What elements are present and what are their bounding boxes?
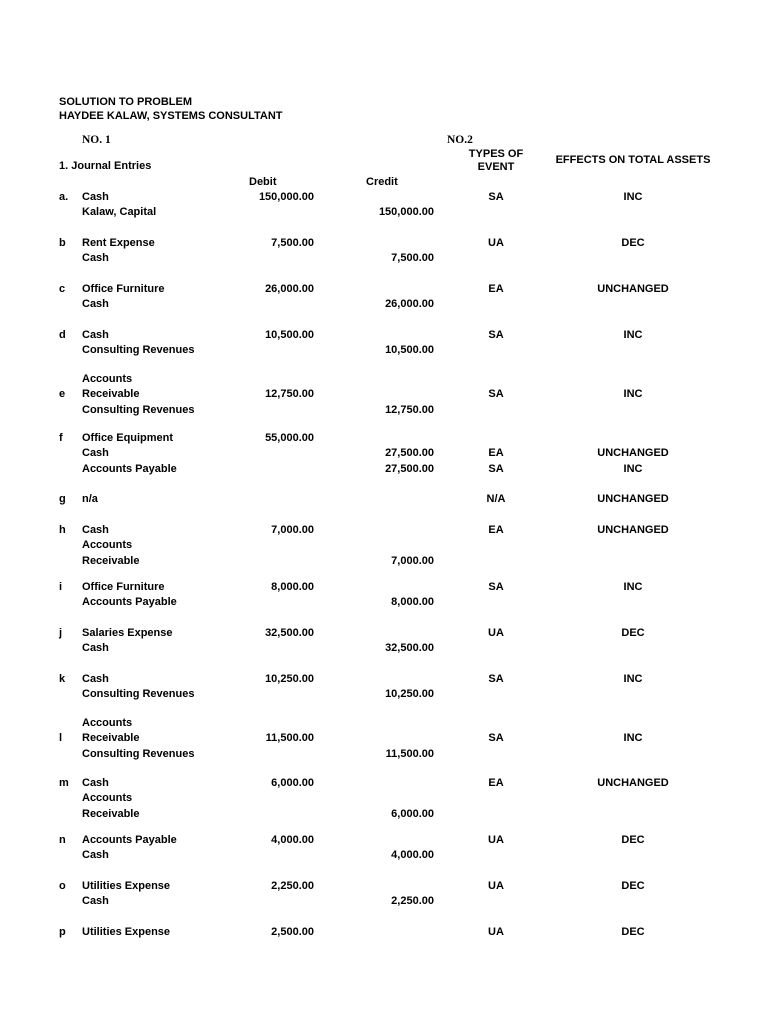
event-type: UA — [488, 880, 504, 892]
event-type: EA — [488, 524, 504, 536]
account-name: Cash — [82, 447, 109, 460]
debit-amount: 26,000.00 — [265, 283, 314, 295]
credit-amount: 27,500.00 — [385, 447, 434, 460]
entry-letter: f — [59, 432, 63, 444]
account-name: Salaries Expense — [82, 627, 173, 639]
credit-amount: 7,000.00 — [391, 554, 434, 567]
asset-effect: DEC — [621, 880, 645, 892]
credit-amount: 2,250.00 — [391, 895, 434, 908]
account-name: Kalaw, Capital — [82, 206, 157, 219]
event-type: SA — [488, 462, 504, 475]
credit-amount: 150,000.00 — [378, 206, 434, 219]
debit-amount: 55,000.00 — [265, 432, 314, 444]
account-name: Consulting Revenues — [82, 403, 195, 416]
account-name: Consulting Revenues — [82, 747, 195, 760]
section-no1: NO. 1 — [82, 134, 111, 146]
debit-amount: 7,000.00 — [271, 524, 314, 536]
asset-effect: DEC — [621, 627, 645, 639]
entry-letter: l — [59, 732, 63, 745]
entry-letter: e — [59, 388, 66, 401]
account-name: Receivable — [82, 388, 140, 401]
account-name: Cash — [82, 252, 109, 265]
asset-effect: INC — [623, 329, 643, 341]
doc-title: SOLUTION TO PROBLEM — [59, 96, 193, 108]
entry-letter: h — [59, 524, 66, 536]
account-name: Utilities Expense — [82, 880, 171, 892]
entry-letter: g — [59, 493, 66, 505]
asset-effect: DEC — [621, 237, 645, 249]
credit-amount: 26,000.00 — [385, 298, 434, 311]
account-name: Cash — [82, 673, 109, 685]
account-name: Cash — [82, 849, 109, 862]
entry-letter: d — [59, 329, 66, 341]
event-type: SA — [488, 581, 504, 593]
account-name: Accounts Payable — [82, 462, 177, 475]
asset-effect: INC — [623, 191, 643, 203]
account-name: Consulting Revenues — [82, 688, 195, 701]
asset-effect: DEC — [621, 926, 645, 938]
asset-effect: UNCHANGED — [597, 493, 669, 505]
account-name: Accounts Payable — [82, 596, 177, 609]
account-name: Cash — [82, 524, 109, 536]
debit-amount: 32,500.00 — [265, 627, 314, 639]
section-no2: NO.2 — [447, 134, 473, 146]
account-name: Cash — [82, 642, 109, 655]
account-name: n/a — [82, 493, 98, 505]
account-name: Rent Expense — [82, 237, 155, 249]
types-header-1: TYPES OF — [468, 148, 524, 160]
event-type: EA — [488, 447, 504, 460]
debit-amount: 8,000.00 — [271, 581, 314, 593]
entry-letter: p — [59, 926, 66, 938]
event-type: EA — [488, 283, 504, 295]
account-name: Cash — [82, 329, 109, 341]
asset-effect: INC — [623, 388, 643, 401]
entry-letter: a. — [59, 191, 69, 203]
asset-effect: UNCHANGED — [597, 524, 669, 536]
entry-letter: n — [59, 834, 66, 846]
credit-amount: 7,500.00 — [391, 252, 434, 265]
account-name: Cash — [82, 191, 109, 203]
account-name: Receivable — [82, 732, 140, 745]
entry-letter: j — [59, 627, 63, 639]
credit-header: Credit — [366, 176, 398, 188]
credit-amount: 4,000.00 — [391, 849, 434, 862]
entry-letter: m — [59, 777, 69, 789]
event-type: N/A — [486, 493, 506, 505]
event-type: SA — [488, 388, 504, 401]
credit-amount: 11,500.00 — [385, 747, 434, 760]
debit-amount: 11,500.00 — [265, 732, 314, 745]
asset-effect: UNCHANGED — [597, 777, 669, 789]
types-header-2: EVENT — [477, 161, 515, 173]
account-name: Accounts Payable — [82, 834, 177, 846]
debit-amount: 12,750.00 — [265, 388, 314, 401]
account-name: Accounts — [82, 373, 133, 385]
event-type: UA — [488, 926, 504, 938]
asset-effect: INC — [623, 462, 643, 475]
event-type: UA — [488, 834, 504, 846]
account-name: Accounts — [82, 792, 133, 805]
debit-amount: 6,000.00 — [271, 777, 314, 789]
account-name: Cash — [82, 777, 109, 789]
entry-letter: k — [59, 673, 66, 685]
debit-amount: 10,250.00 — [265, 673, 314, 685]
debit-header: Debit — [249, 176, 277, 188]
account-name: Office Equipment — [82, 432, 174, 444]
debit-amount: 150,000.00 — [258, 191, 314, 203]
event-type: SA — [488, 673, 504, 685]
entry-letter: c — [59, 283, 66, 295]
account-name: Receivable — [82, 807, 140, 820]
entry-letter: o — [59, 880, 66, 892]
credit-amount: 6,000.00 — [391, 807, 434, 820]
asset-effect: UNCHANGED — [597, 283, 669, 295]
credit-amount: 8,000.00 — [391, 596, 434, 609]
account-name: Receivable — [82, 554, 140, 567]
account-name: Consulting Revenues — [82, 344, 195, 357]
account-name: Cash — [82, 895, 109, 908]
effects-header: EFFECTS ON TOTAL ASSETS — [555, 154, 711, 166]
event-type: SA — [488, 732, 504, 745]
debit-amount: 10,500.00 — [265, 329, 314, 341]
credit-amount: 10,250.00 — [385, 688, 434, 701]
account-name: Office Furniture — [82, 283, 165, 295]
event-type: UA — [488, 237, 504, 249]
account-name: Utilities Expense — [82, 926, 171, 938]
asset-effect: DEC — [621, 834, 645, 846]
credit-amount: 27,500.00 — [385, 462, 434, 475]
asset-effect: INC — [623, 673, 643, 685]
doc-subtitle: HAYDEE KALAW, SYSTEMS CONSULTANT — [59, 110, 283, 122]
event-type: UA — [488, 627, 504, 639]
asset-effect: INC — [623, 581, 643, 593]
entry-letter: i — [59, 581, 63, 593]
account-name: Office Furniture — [82, 581, 165, 593]
journal-entries-label: 1. Journal Entries — [59, 160, 152, 172]
debit-amount: 2,250.00 — [271, 880, 314, 892]
credit-amount: 32,500.00 — [385, 642, 434, 655]
event-type: SA — [488, 191, 504, 203]
credit-amount: 12,750.00 — [385, 403, 434, 416]
entry-letter: b — [59, 237, 66, 249]
debit-amount: 7,500.00 — [271, 237, 314, 249]
asset-effect: UNCHANGED — [597, 447, 669, 460]
debit-amount: 4,000.00 — [271, 834, 314, 846]
account-name: Accounts — [82, 539, 133, 552]
event-type: EA — [488, 777, 504, 789]
account-name: Cash — [82, 298, 109, 311]
account-name: Accounts — [82, 717, 133, 729]
asset-effect: INC — [623, 732, 643, 745]
debit-amount: 2,500.00 — [271, 926, 314, 938]
event-type: SA — [488, 329, 504, 341]
credit-amount: 10,500.00 — [385, 344, 434, 357]
